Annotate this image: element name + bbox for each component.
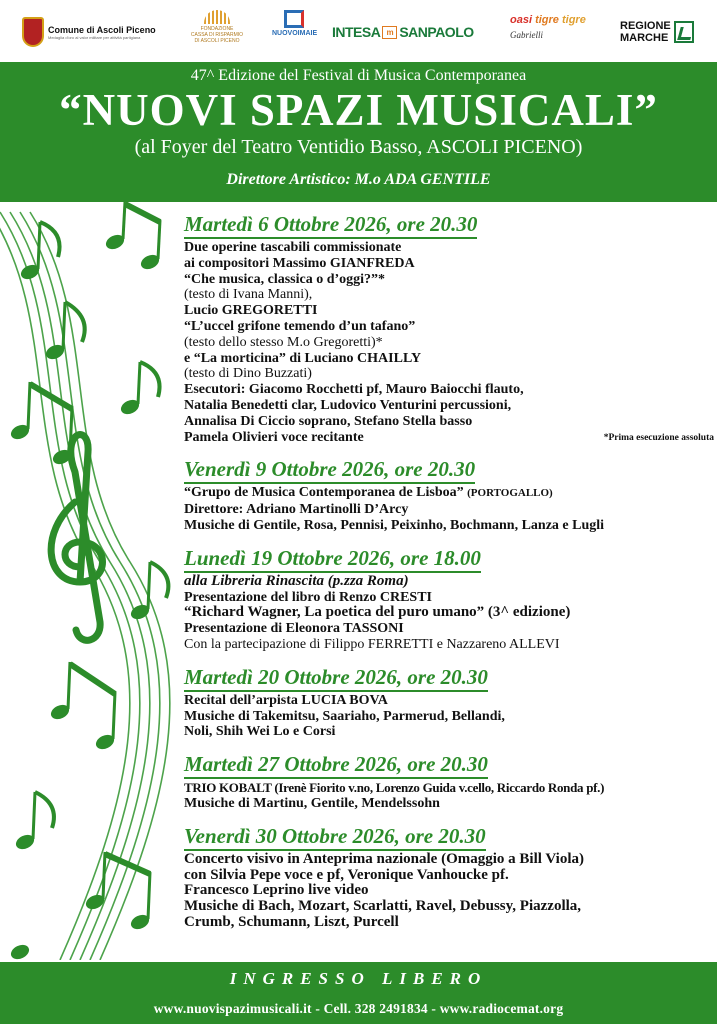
event-title: Martedì 20 Ottobre 2026, ore 20.30 [184,665,488,692]
program-list [184,212,714,931]
event-line: Crumb, Schumann, Liszt, Purcell [184,913,399,930]
contacts-line: www.nuovispazimusicali.it - Cell. 328 2491834 - www.radiocemat.org [153,1001,564,1016]
event-line: Presentazione del libro di Renzo CRESTI [184,589,432,605]
nuovoimaie-icon [284,10,304,28]
event-line: alla Libreria Rinascita (p.zza Roma) [184,572,409,589]
event-line [184,485,704,502]
event-line: Musiche di Bach, Mozart, Scarlatti, Ravel, Debussy, Piazzolla, [184,898,582,915]
ensemble-country: (PORTOGALLO) [467,487,553,500]
event-line: Direttore: Adriano Martinolli D’Arcy [184,502,409,518]
event-line: (testo di Dino Buzzati) [184,366,312,382]
event-line: TRIO KOBALT (Irenè Fiorito v.no, Lorenzo Guida v.cello, Riccardo Ronda pf.) [184,780,605,796]
edition-line: 47^ Edizione del Festival di Musica Contemporanea [190,67,527,84]
comune-logo [22,10,156,54]
event-line: Due operine tascabili commissionate [184,240,402,255]
regione-line2: MARCHE [620,32,669,44]
event-line: e “La morticina” di Luciano CHAILLY [184,350,422,366]
event-line: Con la partecipazione di Filippo FERRETTI e Nazzareno ALLEVI [184,636,560,652]
intesa-logo [332,10,474,54]
event-line: Presentazione di Eleonora TASSONI [184,621,404,637]
artistic-director: Direttore Artistico: M.o ADA GENTILE [226,171,491,188]
event-title: Martedì 27 Ottobre 2026, ore 20.30 [184,752,488,779]
oasi-word-1: oasi [510,14,533,26]
event-3 [184,546,704,653]
footer-band [0,962,717,1024]
event-line: Pamela Olivieri voce recitante [184,429,364,445]
event-title: Venerdì 9 Ottobre 2026, ore 20.30 [184,457,475,484]
festival-title: “NUOVI SPAZI MUSICALI” [59,85,658,135]
oasi-logo [510,14,586,58]
event-line: “Che musica, classica o d’oggi?”* [184,271,386,287]
ensemble-name: “Grupo de Musica Contemporanea de Lisboa” [184,485,464,501]
oasi-word-3: tigre [561,14,586,26]
music-notes-icon [0,202,185,960]
sponsor-strip [0,0,717,62]
intesa-mark-icon: m [382,26,397,39]
event-line: Lucio GREGORETTI [184,303,318,319]
crest-icon [22,17,44,47]
event-2 [184,457,704,533]
nuovoimaie-name: NUOVOIMAIE [272,30,318,37]
regione-emblem-icon [674,21,694,43]
oasi-signature: Gabrielli [510,30,543,40]
event-title: Venerdì 30 Ottobre 2026, ore 20.30 [184,824,486,851]
fondazione-logo [186,10,248,54]
comune-name: Comune di Ascoli Piceno [48,24,156,35]
event-1 [184,212,714,445]
venue-line: (al Foyer del Teatro Ventidio Basso, ASCOLI PICENO) [134,136,583,158]
event-title: Martedì 6 Ottobre 2026, ore 20.30 [184,212,477,239]
event-line: (testo di Ivana Manni), [184,287,313,303]
free-entry: INGRESSO LIBERO [229,969,488,988]
event-line: (testo dello stesso M.o Gregoretti)* [184,334,383,350]
event-line: Esecutori: Giacomo Rocchetti pf, Mauro Baiocchi flauto, [184,382,524,398]
oasi-word-2: tigre [535,14,559,26]
intesa-right: SANPAOLO [399,24,474,40]
event-line: Concerto visivo in Anteprima nazionale (Omaggio a Bill Viola) [184,850,584,867]
regione-logo [620,10,694,54]
regione-line1: REGIONE [620,20,671,32]
nuovoimaie-logo [272,10,316,54]
fondazione-line1: FONDAZIONE [200,26,234,32]
fondazione-line2: CASSA DI RISPARMIO [190,32,244,38]
event-title: Lunedì 19 Ottobre 2026, ore 18.00 [184,546,481,573]
event-line: “L’uccel grifone temendo d’un tafano” [184,318,416,334]
event-line: Francesco Leprino live video [184,882,369,899]
event-line: Natalia Benedetti clar, Ludovico Venturini percussioni, [184,397,512,413]
event-line: Noli, Shih Wei Lo e Corsi [184,724,336,740]
premiere-note: *Prima esecuzione assoluta [603,433,714,444]
sun-icon [204,10,230,24]
event-4 [184,665,704,740]
header-band [0,62,717,202]
event-5 [184,752,704,812]
event-6 [184,824,704,931]
event-line: Musiche di Takemitsu, Saariaho, Parmerud, Bellandi, [184,708,505,724]
intesa-left: INTESA [332,24,381,40]
event-line: Musiche di Martinu, Gentile, Mendelssohn [184,795,440,811]
event-line: Annalisa Di Ciccio soprano, Stefano Stella basso [184,413,473,429]
fondazione-line3: DI ASCOLI PICENO [194,38,240,44]
event-line: ai compositori Massimo GIANFREDA [184,255,415,271]
comune-subtitle: Medaglia d'oro al valor militare per attività partigiana [48,34,141,40]
event-line: con Silvia Pepe voce e pf, Veronique Vanhoucke pf. [184,866,509,883]
event-line: “Richard Wagner, La poetica del puro umano” (3^ edizione) [184,604,571,621]
event-line: Musiche di Gentile, Rosa, Pennisi, Peixinho, Bochmann, Lanza e Lugli [184,517,605,533]
event-line: Recital dell’arpista LUCIA BOVA [184,692,388,708]
